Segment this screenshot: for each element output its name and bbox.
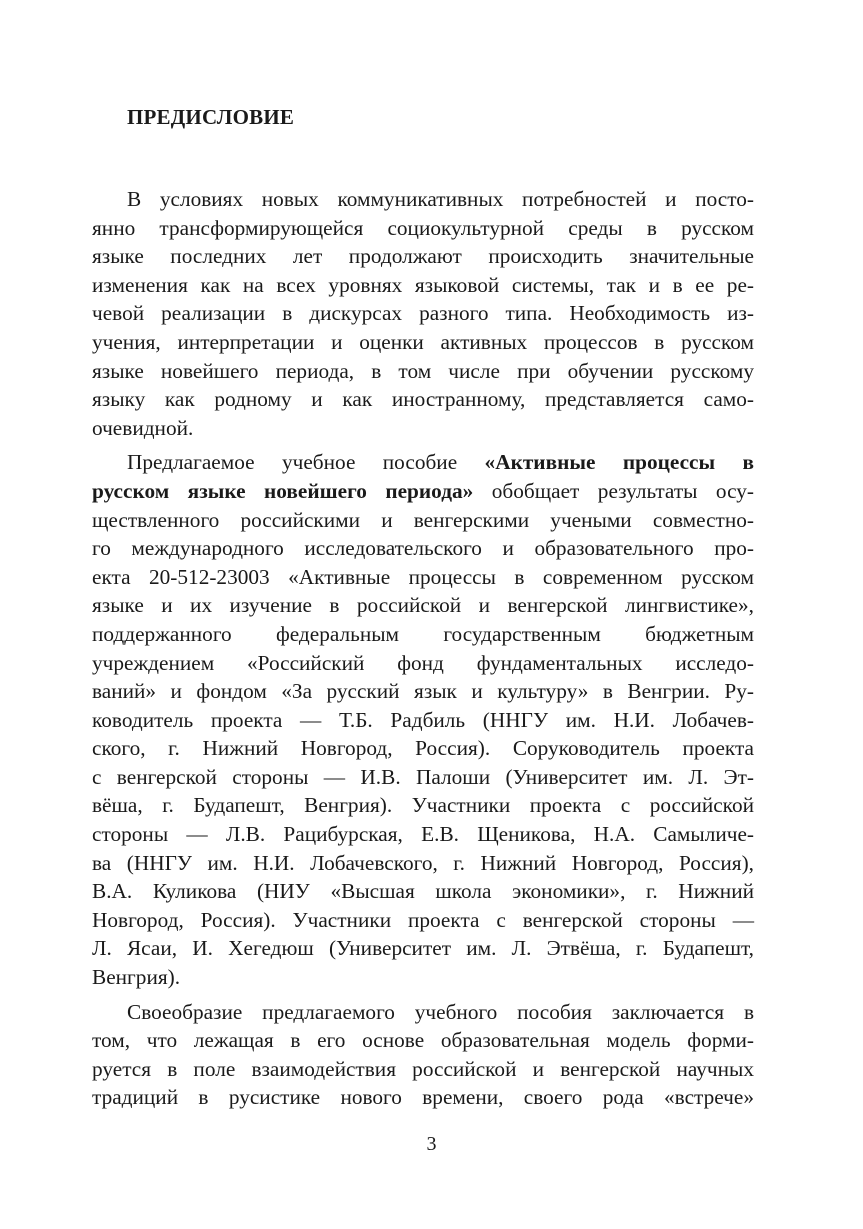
- paragraph-2-line: В.А. Куликова (НИУ «Высшая школа экономики», г. Нижний: [92, 879, 754, 904]
- page-title: ПРЕДИСЛОВИЕ: [127, 105, 295, 129]
- paragraph-2-line: ваний» и фондом «За русский язык и культуру» в Венгрии. Ру-: [92, 679, 754, 704]
- paragraph-1-line: янно трансформирующейся социокультурной среды в русском: [92, 215, 754, 240]
- paragraph-2-line: поддержанного федеральным государственным бюджетным: [92, 621, 754, 646]
- paragraph-1: [92, 185, 754, 442]
- paragraph-2-line: ководитель проекта — Т.Б. Радбиль (ННГУ им. Н.И. Лобачев-: [92, 707, 754, 732]
- paragraph-2-line: Венгрия).: [92, 965, 181, 990]
- paragraph-1-line: языке новейшего периода, в том числе при обучении русскому: [92, 358, 754, 383]
- paragraph-1-line: изменения как на всех уровнях языковой системы, так и в ее ре-: [92, 272, 754, 297]
- paragraph-2-line: Новгород, Россия). Участники проекта с венгерской стороны —: [92, 907, 754, 932]
- paragraph-2-line: вёша, г. Будапешт, Венгрия). Участники проекта с российской: [92, 793, 754, 818]
- paragraph-1-line: чевой реализации в дискурсах разного типа. Необходимость из-: [92, 301, 754, 326]
- paragraph-2-line: языке и их изучение в российской и венгерской лингвистике»,: [92, 593, 754, 618]
- paragraph-3: [92, 998, 754, 1112]
- paragraph-1-line: языку как родному и как иностранному, представляется само-: [92, 387, 754, 412]
- paragraph-2: [92, 448, 754, 991]
- paragraph-2-line: с венгерской стороны — И.В. Палоши (Университет им. Л. Эт-: [92, 764, 754, 789]
- paragraph-2-line: [92, 477, 754, 506]
- paragraph-1-line: языке последних лет продолжают происходить значительные: [92, 244, 754, 269]
- paragraph-2-line: стороны — Л.В. Рацибурская, Е.В. Щеникова, Н.А. Самыличе-: [92, 822, 754, 847]
- paragraph-2-line: ва (ННГУ им. Н.И. Лобачевского, г. Нижний Новгород, Россия),: [92, 850, 754, 875]
- body-text: [92, 185, 754, 1112]
- paragraph-3-line: том, что лежащая в его основе образовательная модель форми-: [92, 1028, 754, 1053]
- paragraph-1-line: учения, интерпретации и оценки активных процессов в русском: [92, 329, 754, 354]
- paragraph-3-line: традиций в русистике нового времени, своего рода «встрече»: [92, 1085, 754, 1110]
- book-title-part-1: «Активные процессы в: [484, 450, 754, 475]
- paragraph-2-text: обобщает результаты осу-: [473, 478, 754, 503]
- paragraph-2-line: го международного исследовательского и образовательного про-: [92, 536, 754, 561]
- paragraph-2-line: ществленного российскими и венгерскими учеными совместно-: [92, 507, 754, 532]
- paragraph-3-line: руется в поле взаимодействия российской и венгерской научных: [92, 1056, 754, 1081]
- paragraph-2-line: [92, 448, 754, 477]
- book-title-part-2: русском языке новейшего периода»: [92, 478, 474, 503]
- paragraph-1-line: очевидной.: [92, 415, 194, 440]
- paragraph-2-line: учреждением «Российский фонд фундаментальных исследо-: [92, 650, 754, 675]
- paragraph-2-line: екта 20-512-23003 «Активные процессы в современном русском: [92, 564, 754, 589]
- paragraph-2-line: Л. Ясаи, И. Хегедюш (Университет им. Л. Этвёша, г. Будапешт,: [92, 936, 754, 961]
- page-content: [92, 100, 754, 1112]
- page-number: 3: [426, 1133, 437, 1155]
- paragraph-1-line: В условиях новых коммуникативных потребностей и посто-: [127, 187, 754, 211]
- paragraph-3-line: Своеобразие предлагаемого учебного пособия заключается в: [127, 999, 754, 1024]
- paragraph-2-text: Предлагаемое учебное пособие: [127, 450, 485, 475]
- paragraph-2-line: ского, г. Нижний Новгород, Россия). Соруководитель проекта: [92, 736, 754, 761]
